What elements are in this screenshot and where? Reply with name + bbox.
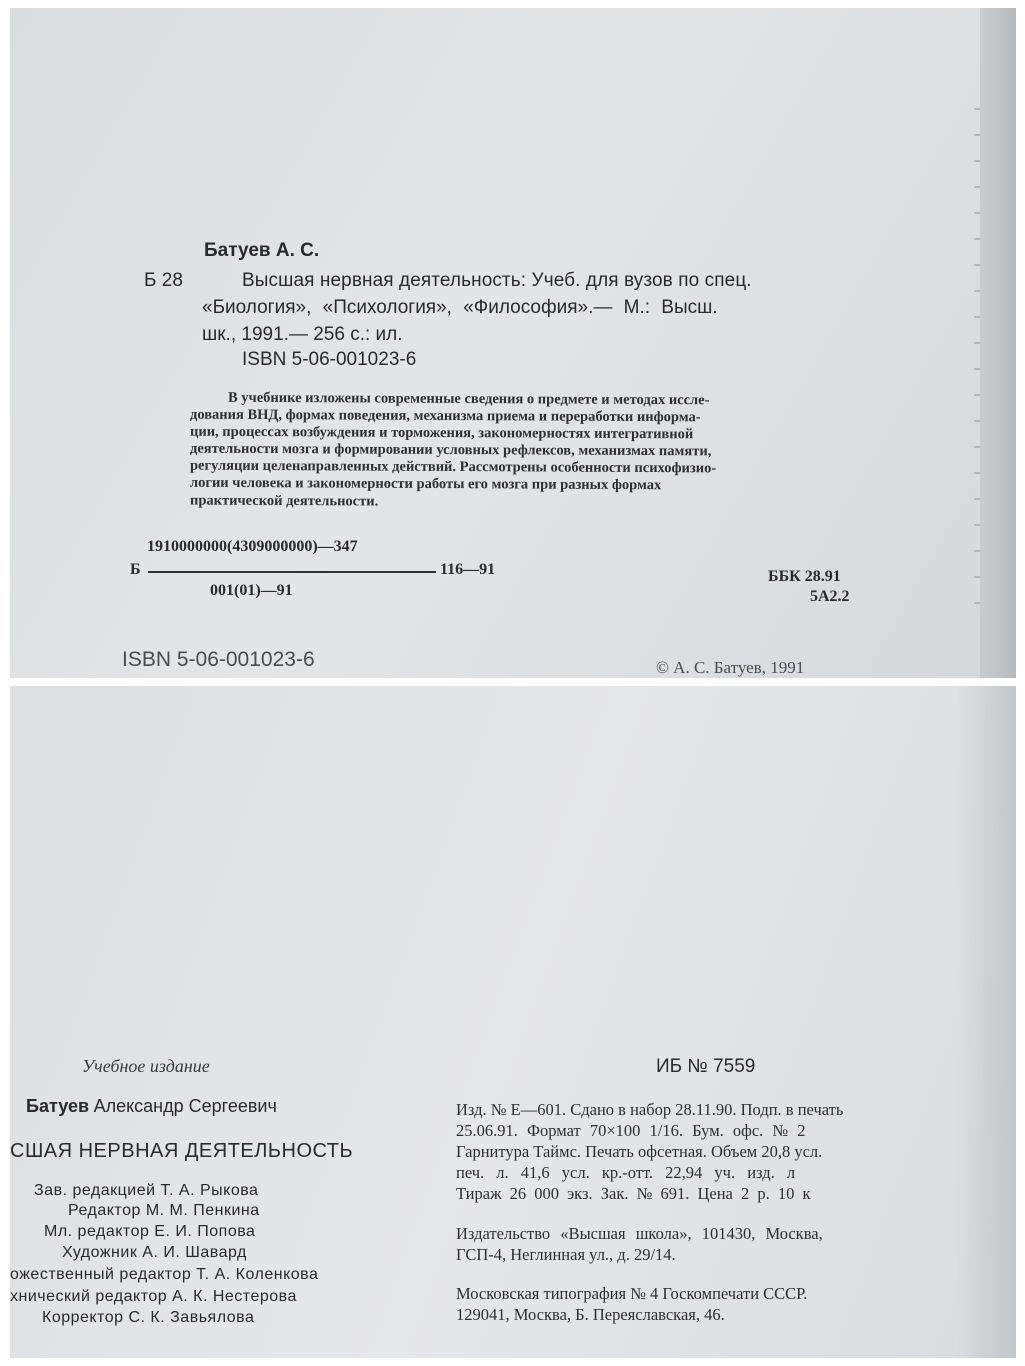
imprint-line: 25.06.91. Формат 70×100 1/16. Бум. офс. № 2	[456, 1121, 806, 1140]
abstract-line: В учебнике изложены современные сведения о предмете и методах иссле-	[227, 389, 710, 409]
printer-line: Московская типография № 4 Госкомпечати СССР.	[456, 1284, 808, 1303]
abstract-line: дования ВНД, формах поведения, механизма приема и переработки информа-	[189, 406, 701, 426]
credit-line: Редактор М. М. Пенкина	[68, 1202, 260, 1219]
imprint-line: печ. л. 41,6 усл. кр.-отт. 22,94 уч. изд. л	[456, 1163, 796, 1182]
page-edge	[956, 686, 1016, 1358]
edition-type: Учебное издание	[82, 1056, 210, 1076]
author-given-names: Александр Сергеевич	[93, 1096, 277, 1116]
bbk-code: 5А2.2	[810, 588, 850, 605]
bottom-page-photo	[10, 686, 1016, 1358]
book-title: СШАЯ НЕРВНАЯ ДЕЯТЕЛЬНОСТЬ	[10, 1140, 354, 1162]
abstract-line: практической деятельности.	[189, 492, 379, 510]
publisher-line: Издательство «Высшая школа», 101430, Москва,	[456, 1224, 823, 1243]
binding-stitches	[974, 108, 980, 628]
publisher-line: ГСП-4, Неглинная ул., д. 29/14.	[456, 1245, 676, 1264]
top-page-photo	[10, 8, 1016, 678]
bbk-label: ББК 28.91	[768, 568, 841, 585]
credit-line: Зав. редакцией Т. А. Рыкова	[34, 1182, 259, 1199]
abstract-line: логии человека и закономерности работы его мозга при разных формах	[189, 474, 662, 494]
credit-line: Мл. редактор Е. И. Попова	[44, 1223, 256, 1240]
credit-line: Художник А. И. Шавард	[62, 1244, 247, 1261]
isbn-bottom: ISBN 5-06-001023-6	[122, 648, 315, 671]
printer-line: 129041, Москва, Б. Переяславская, 46.	[456, 1305, 725, 1324]
formula-rule	[148, 571, 436, 573]
author-heading: Батуев А. С.	[204, 240, 320, 261]
formula-numerator: 1910000000(4309000000)—347	[147, 538, 358, 555]
ib-number: ИБ № 7559	[656, 1056, 756, 1077]
formula-suffix: 116—91	[440, 561, 496, 578]
abstract-line: деятельности мозга и формировании условных рефлексов, механизмах памяти,	[189, 440, 712, 460]
credit-line: хнический редактор А. К. Нестерова	[10, 1288, 297, 1305]
author-full	[26, 1096, 277, 1117]
formula-denominator: 001(01)—91	[210, 582, 293, 599]
bib-line-2: «Биология», «Психология», «Философия».— М.: Высш.	[202, 297, 718, 318]
copyright: © А. С. Батуев, 1991	[656, 658, 805, 677]
page-edge	[980, 8, 1016, 678]
bib-isbn: ISBN 5-06-001023-6	[242, 349, 417, 370]
credit-line: Корректор С. К. Завьялова	[42, 1309, 255, 1326]
abstract-line: ции, процессах возбуждения и торможения, закономерностях интегративной	[189, 423, 694, 443]
bib-line-3: шк., 1991.— 256 с.: ил.	[202, 324, 403, 345]
abstract-line: регуляции целенаправленных действий. Рассмотрены особенности психофизио-	[189, 457, 717, 477]
formula-letter: Б	[130, 561, 141, 578]
bib-line-1: Высшая нервная деятельность: Учеб. для вузов по спец.	[242, 270, 752, 291]
credit-line: ожественный редактор Т. А. Коленкова	[10, 1266, 319, 1283]
catalog-code: Б 28	[144, 270, 183, 291]
imprint-line: Тираж 26 000 экз. Зак. № 691. Цена 2 р. 10 к	[456, 1184, 811, 1203]
imprint-line: Изд. № Е—601. Сдано в набор 28.11.90. Подп. в печать	[456, 1100, 844, 1119]
author-surname: Батуев	[26, 1096, 90, 1116]
imprint-line: Гарнитура Таймс. Печать офсетная. Объем 20,8 усл.	[456, 1142, 823, 1161]
